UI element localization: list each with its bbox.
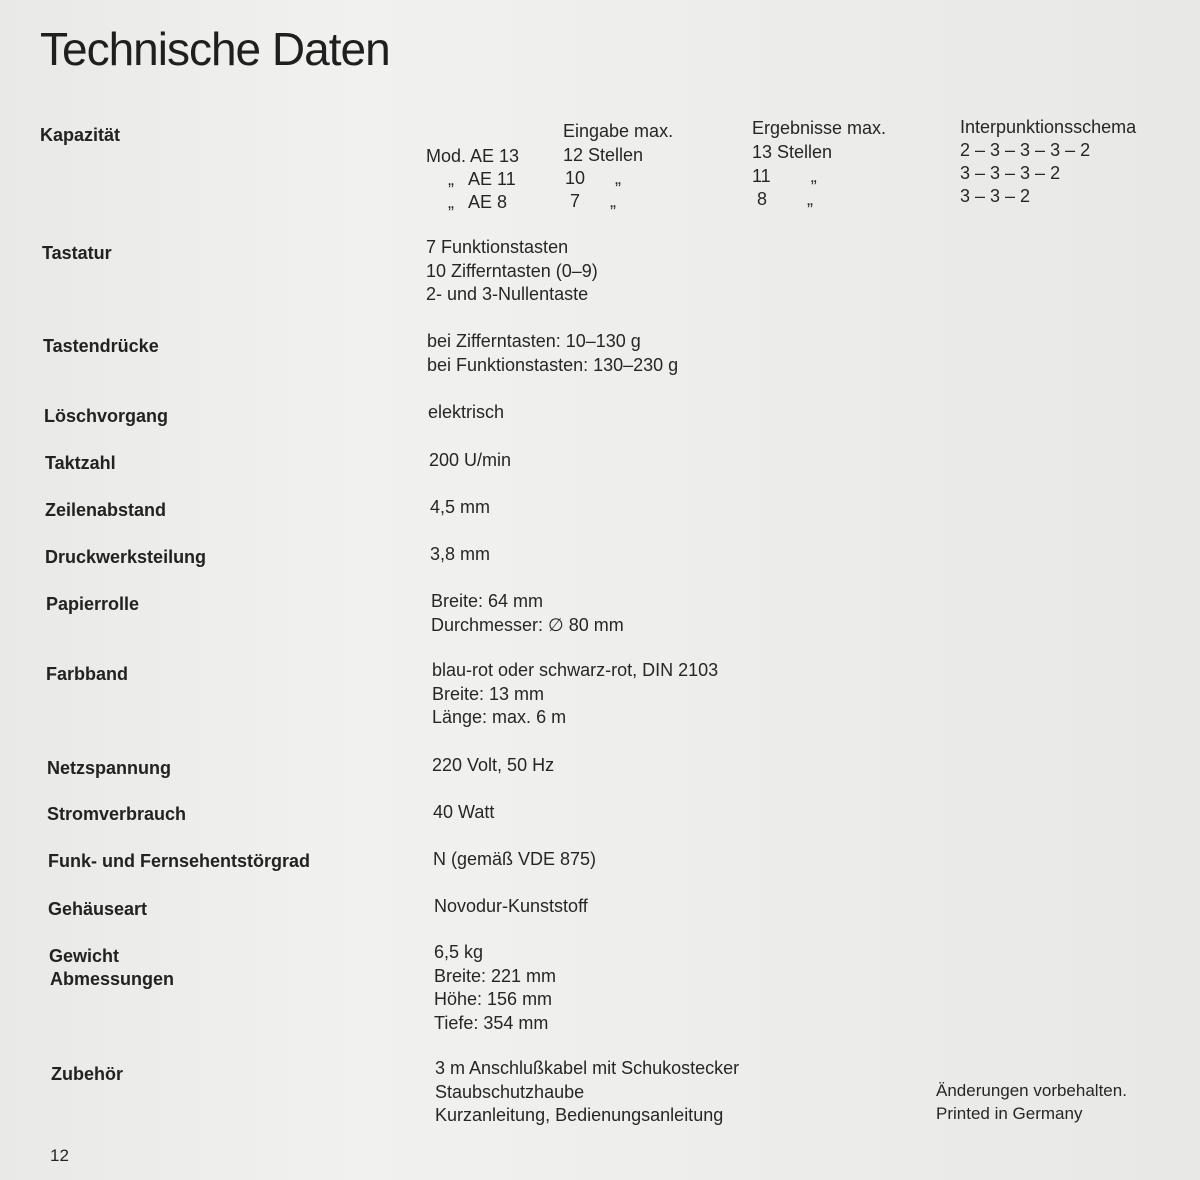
spec-line: 6,5 kg — [434, 942, 484, 962]
spec-line: Kurzanleitung, Bedienungsanleitung — [435, 1105, 724, 1125]
spec-value-farbband — [432, 659, 718, 730]
capacity-input: 12 Stellen — [563, 145, 644, 165]
spec-value-zeilenabstand: 4,5 mm — [430, 497, 491, 517]
capacity-model: Mod. AE 13 — [426, 146, 520, 166]
spec-value-gehaeuseart: Novodur-Kunststoff — [434, 896, 588, 916]
spec-value-zubehoer — [435, 1057, 739, 1128]
capacity-result: 11 „ — [752, 166, 817, 186]
spec-value-taktzahl: 200 U/min — [429, 450, 512, 470]
spec-line: 7 Funktionstasten — [426, 237, 569, 257]
footer-note — [936, 1079, 1127, 1125]
spec-value-papierrolle — [431, 590, 624, 637]
spec-value-loeschvorgang: elektrisch — [428, 402, 505, 422]
capacity-result: 8 „ — [752, 189, 814, 209]
spec-label-loeschvorgang: Löschvorgang — [44, 406, 169, 426]
spec-label-kapazitaet: Kapazität — [40, 125, 121, 145]
spec-label-funkentstoerung: Funk- und Fernsehentstörgrad — [48, 851, 311, 871]
spec-line: 2- und 3-Nullentaste — [426, 284, 589, 304]
capacity-input: 7 „ — [565, 191, 617, 211]
capacity-schema: 2 – 3 – 3 – 3 – 2 — [960, 140, 1091, 160]
capacity-input: 10 „ — [565, 168, 622, 188]
spec-line: Breite: 13 mm — [432, 683, 545, 704]
spec-label-tastendruecke: Tastendrücke — [43, 336, 159, 356]
spec-label-netzspannung: Netzspannung — [47, 758, 171, 778]
spec-label-gehaeuseart: Gehäuseart — [48, 899, 148, 919]
spec-line: bei Funktionstasten: 130–230 g — [427, 354, 679, 375]
capacity-schema: 3 – 3 – 3 – 2 — [960, 163, 1061, 183]
spec-label-zeilenabstand: Zeilenabstand — [45, 500, 167, 520]
spec-label-druckwerksteilung: Druckwerksteilung — [45, 547, 207, 567]
spec-line: Höhe: 156 mm — [434, 989, 553, 1009]
spec-line: Durchmesser: ∅ 80 mm — [431, 614, 624, 635]
spec-line: Staubschutzhaube — [435, 1081, 585, 1102]
spec-line: Länge: max. 6 m — [432, 707, 567, 727]
footer-changes-reserved: Änderungen vorbehalten. — [936, 1081, 1127, 1100]
spec-label-papierrolle: Papierrolle — [46, 594, 140, 614]
spec-line: 10 Zifferntasten (0–9) — [426, 260, 598, 281]
spec-line: blau-rot oder schwarz-rot, DIN 2103 — [432, 660, 719, 680]
spec-value-stromverbrauch: 40 Watt — [433, 802, 495, 822]
capacity-model: „ AE 11 — [448, 169, 516, 189]
spec-value-tastendruecke — [427, 330, 678, 377]
capacity-schema: 3 – 3 – 2 — [960, 186, 1031, 206]
capacity-header-schema: Interpunktionsschema — [960, 117, 1137, 137]
spec-label-zubehoer: Zubehör — [51, 1064, 123, 1084]
capacity-header-result: Ergebnisse max. — [752, 118, 887, 138]
spec-value-netzspannung: 220 Volt, 50 Hz — [432, 755, 555, 775]
spec-value-druckwerksteilung: 3,8 mm — [430, 544, 491, 564]
capacity-header-input: Eingabe max. — [563, 121, 674, 141]
capacity-result: 13 Stellen — [752, 142, 833, 162]
spec-line: Breite: 64 mm — [431, 591, 544, 611]
spec-line: Breite: 221 mm — [434, 965, 557, 986]
spec-value-gewicht-abmessungen — [434, 941, 556, 1035]
spec-line: bei Zifferntasten: 10–130 g — [427, 331, 641, 351]
spec-line: Tiefe: 354 mm — [434, 1012, 549, 1033]
footer-printed-in: Printed in Germany — [936, 1104, 1083, 1123]
page-number: 12 — [50, 1146, 69, 1165]
spec-label-gewicht: Gewicht — [49, 946, 120, 966]
spec-value-funkentstoerung: N (gemäß VDE 875) — [433, 849, 597, 869]
spec-label-abmessungen: Abmessungen — [50, 969, 175, 989]
page-title: Technische Daten — [40, 23, 390, 75]
spec-value-tastatur — [426, 236, 598, 307]
spec-label-stromverbrauch: Stromverbrauch — [47, 804, 187, 824]
spec-label-taktzahl: Taktzahl — [45, 453, 116, 473]
spec-line: 3 m Anschlußkabel mit Schukostecker — [435, 1058, 740, 1078]
capacity-model: „ AE 8 — [448, 192, 508, 212]
spec-label-tastatur: Tastatur — [42, 243, 112, 263]
spec-label-farbband: Farbband — [46, 664, 129, 684]
